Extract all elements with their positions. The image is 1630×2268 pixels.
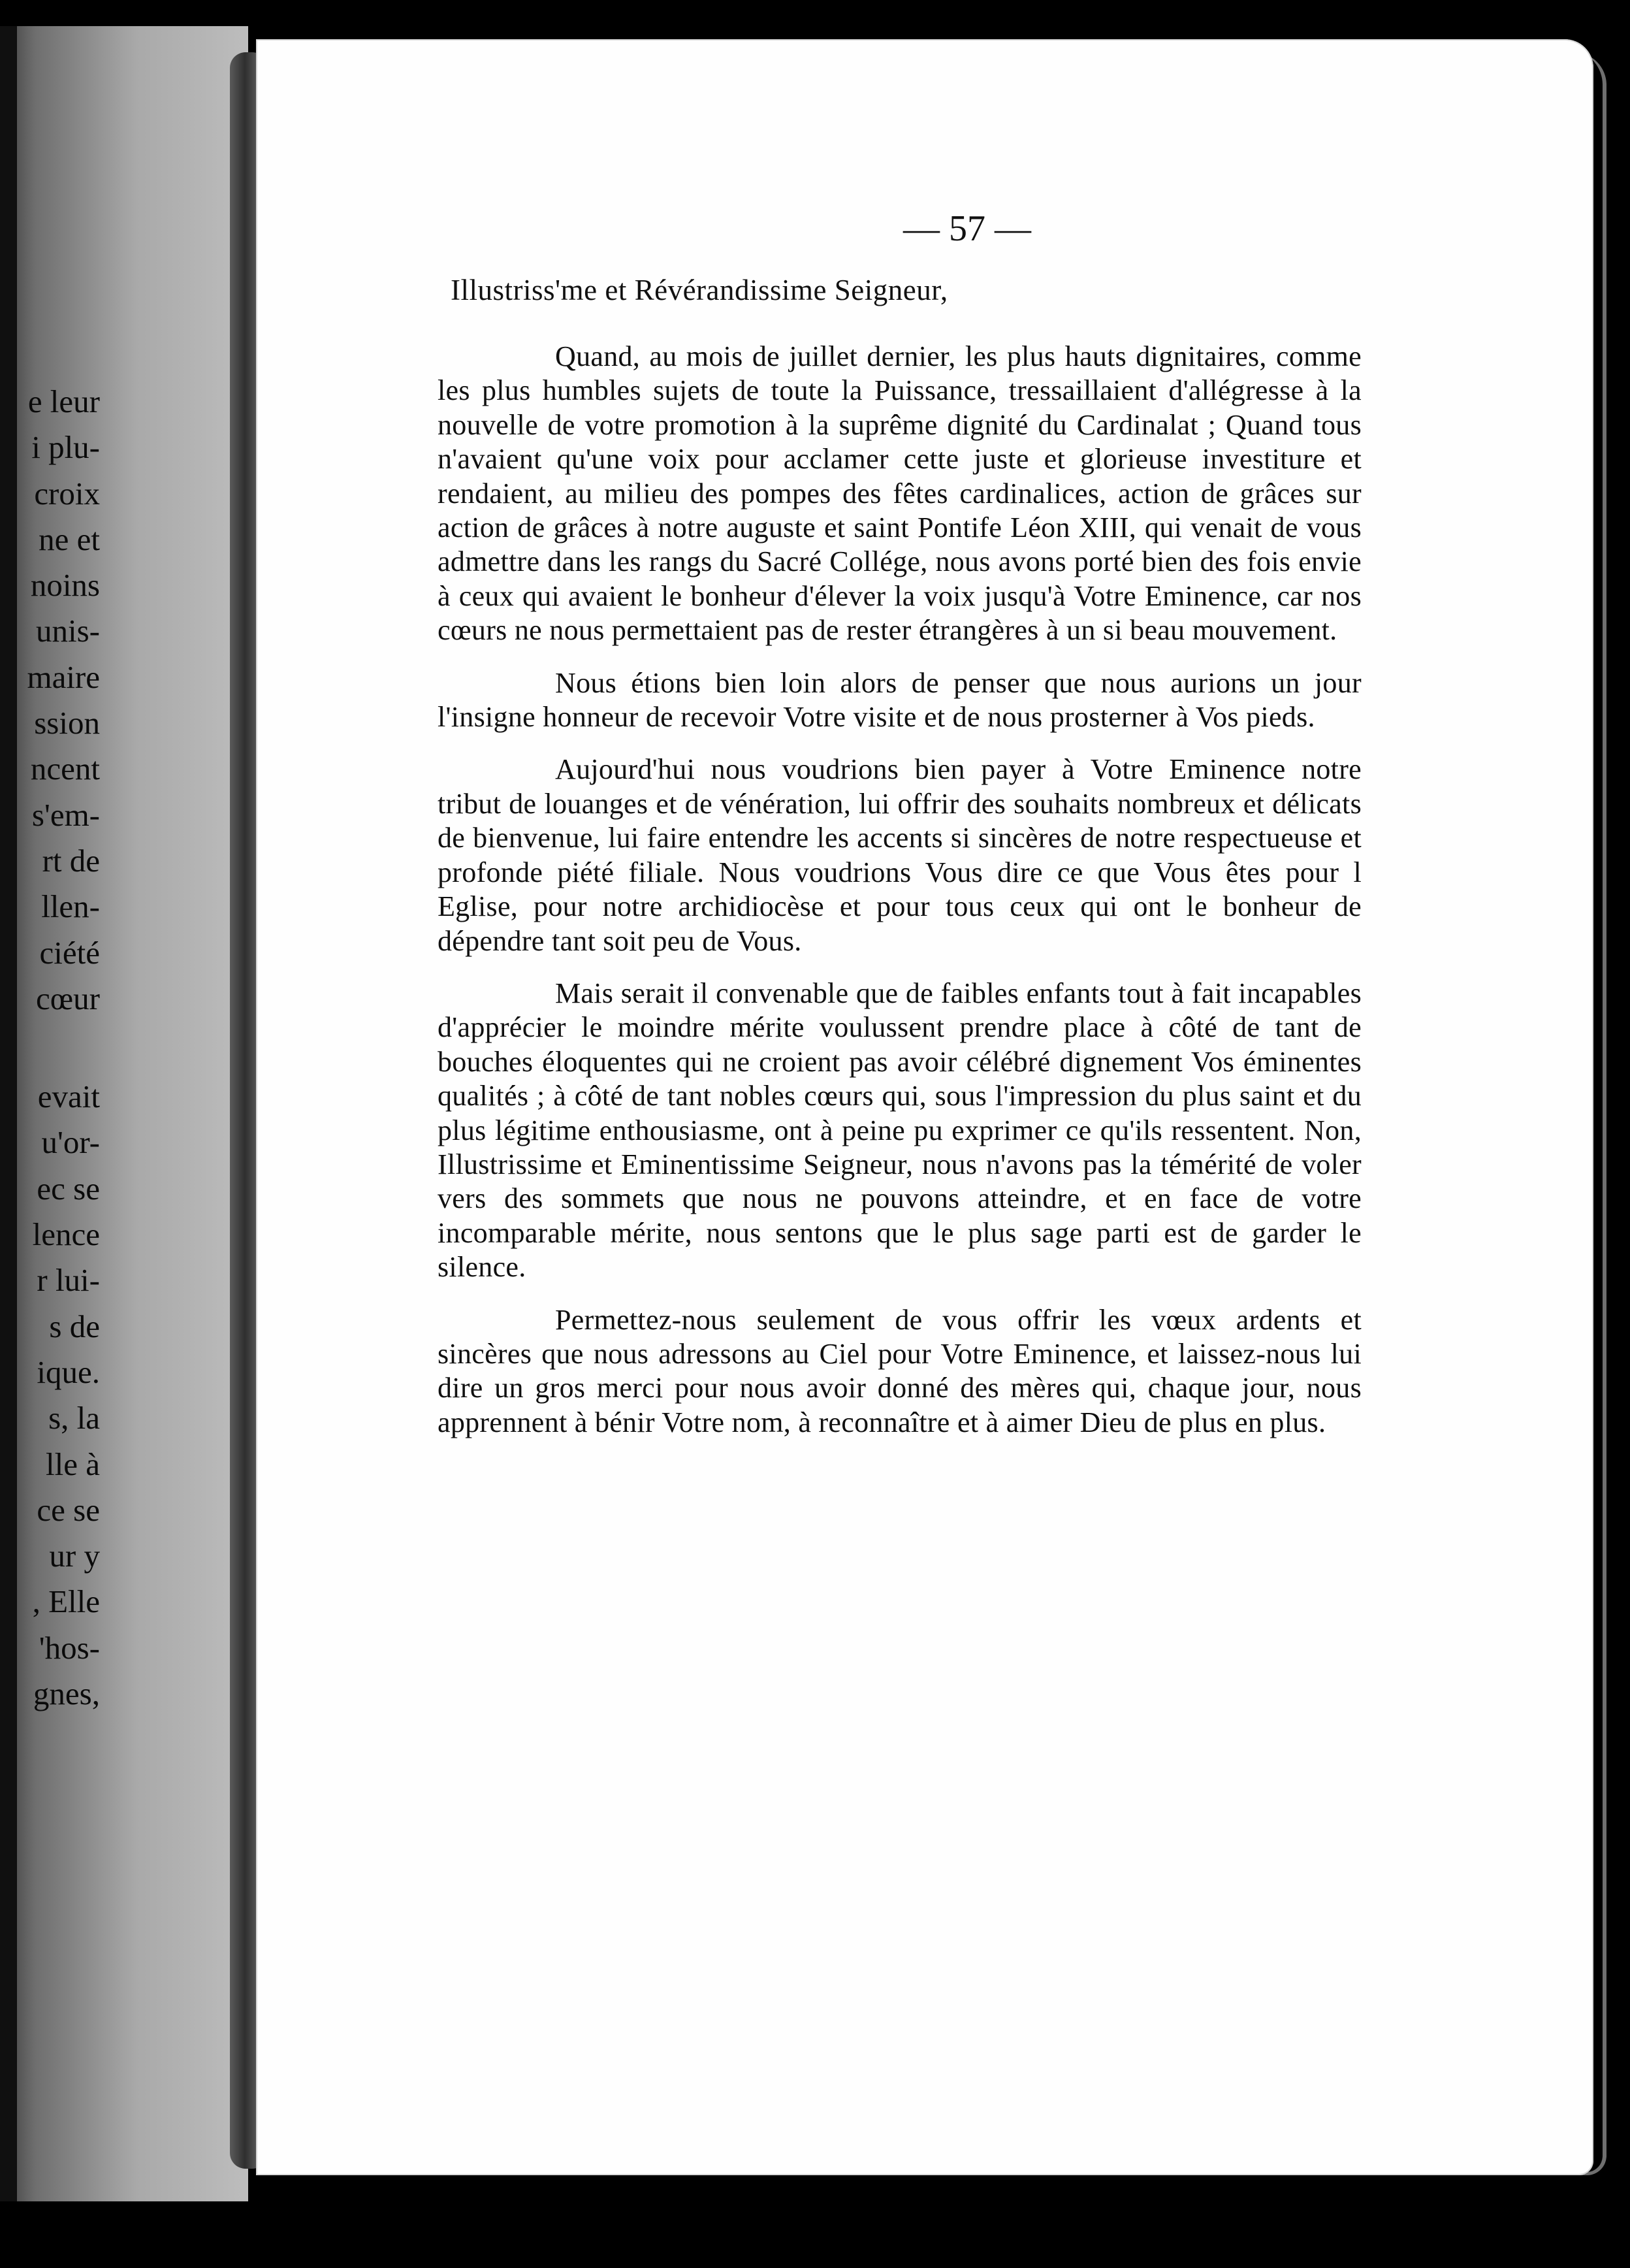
left-fragment-line: ciété bbox=[39, 934, 100, 971]
salutation-line: Illustriss'me et Révérandissime Seigneur, bbox=[451, 274, 948, 306]
left-fragment-line: croix bbox=[34, 475, 100, 511]
paragraph: Quand, au mois de juillet dernier, les plus hauts dignitaires, comme les plus humbles sujets de toute la Puissance, tressaillaient d'allégresse à la nouvelle de votre promotion à la suprême dignité du Cardinalat ; Quand tous n'avaient qu'une voix pour acclamer cette juste et glorieuse investiture et rendaient, au milieu des pompes des fêtes cardinalices, action de grâces sur action de grâces à notre auguste et saint Pontife Léon XIII, qui venait de vous admettre dans les rangs du Sacré Collége, nous avons porté bien des fois envie à ceux qui avaient le bonheur d'élever la voix jusqu'à Votre Eminence, car nos cœurs ne nous permettaient pas de rester étrangères à un si beau mouvement. bbox=[438, 340, 1362, 647]
left-fragment-gap bbox=[12, 1022, 100, 1074]
left-fragment-line: s'em- bbox=[31, 796, 100, 833]
left-fragment-line: s, la bbox=[48, 1400, 100, 1436]
left-fragment-line: lence bbox=[32, 1216, 100, 1253]
left-fragment-line: r lui- bbox=[37, 1262, 100, 1299]
left-fragment-line: rt de bbox=[42, 842, 100, 879]
left-fragment-line: ssion bbox=[34, 705, 100, 741]
left-fragment-line: ne et bbox=[39, 521, 100, 557]
paragraph: Permettez-nous seulement de vous offrir les vœux ardents et sincères que nous adressons au Ciel pour Votre Eminence, et laissez-nous lui dire un gros merci pour nous avoir donné des mères qui, chaque jour, nous apprennent à bénir Votre nom, à reconnaître et à aimer Dieu de plus en plus. bbox=[438, 1303, 1362, 1438]
left-fragment-line: , Elle bbox=[32, 1583, 100, 1620]
page-number: — 57 — bbox=[903, 208, 1031, 249]
left-fragment-line: ncent bbox=[30, 751, 100, 787]
left-fragment-line: maire bbox=[27, 658, 100, 695]
left-fragment-line: ce se bbox=[37, 1491, 100, 1528]
left-fragment-line: i plu- bbox=[31, 429, 100, 466]
left-fragment-line: llen- bbox=[41, 888, 100, 925]
left-fragment-line: unis- bbox=[36, 613, 100, 649]
facing-left-page bbox=[0, 26, 248, 2201]
left-fragment-line: cœur bbox=[36, 980, 100, 1016]
left-fragment-line: ec se bbox=[37, 1170, 100, 1207]
paragraph: Mais serait il convenable que de faibles enfants tout à fait incapables d'apprécier le moindre mérite voulussent prendre place à côté de tant de bouches éloquentes qui ne croient pas avoir célébré dignement Vos éminentes qualités ; à côté de tant nobles cœurs qui, sous l'impression du plus saint et du plus légitime enthousiasme, ont à peine pu exprimer ce qu'ils ressentent. Non, Illustrissime et Eminentissime Seigneur, nous n'avons pas la témérité de voler vers des sommets que nous ne pouvons atteindre, et en face de votre incomparable mérite, nous sentons que le plus sage parti est de garder le silence. bbox=[438, 977, 1362, 1284]
left-fragment-line: gnes, bbox=[33, 1676, 100, 1712]
left-fragment-line: u'or- bbox=[41, 1124, 100, 1161]
left-fragment-line: ique. bbox=[37, 1353, 100, 1390]
left-fragment-line: lle à bbox=[46, 1446, 100, 1482]
left-page-text-fragments bbox=[12, 379, 100, 1881]
left-fragment-line: s de bbox=[49, 1308, 100, 1344]
left-fragment-line: e leur bbox=[27, 383, 100, 419]
left-fragment-line: ur y bbox=[49, 1538, 100, 1574]
left-fragment-line: evait bbox=[37, 1078, 100, 1115]
left-fragment-line: 'hos- bbox=[39, 1629, 100, 1666]
paragraph: Aujourd'hui nous voudrions bien payer à Votre Eminence notre tribut de louanges et de vénération, lui offrir des souhaits nombreux et délicats de bienvenue, lui faire entendre les accents si sincères de notre respectueuse et profonde piété filiale. Nous voudrions Vous dire ce que Vous êtes pour l Eglise, pour notre archidiocèse et pour tous ceux qui ont le bonheur de dépendre tant soit peu de Vous. bbox=[438, 753, 1362, 957]
letter-body bbox=[438, 340, 1362, 1458]
paragraph: Nous étions bien loin alors de penser que nous aurions un jour l'insigne honneur de recevoir Votre visite et de nous prosterner à Vos pieds. bbox=[438, 666, 1362, 734]
left-fragment-line: noins bbox=[30, 567, 100, 604]
